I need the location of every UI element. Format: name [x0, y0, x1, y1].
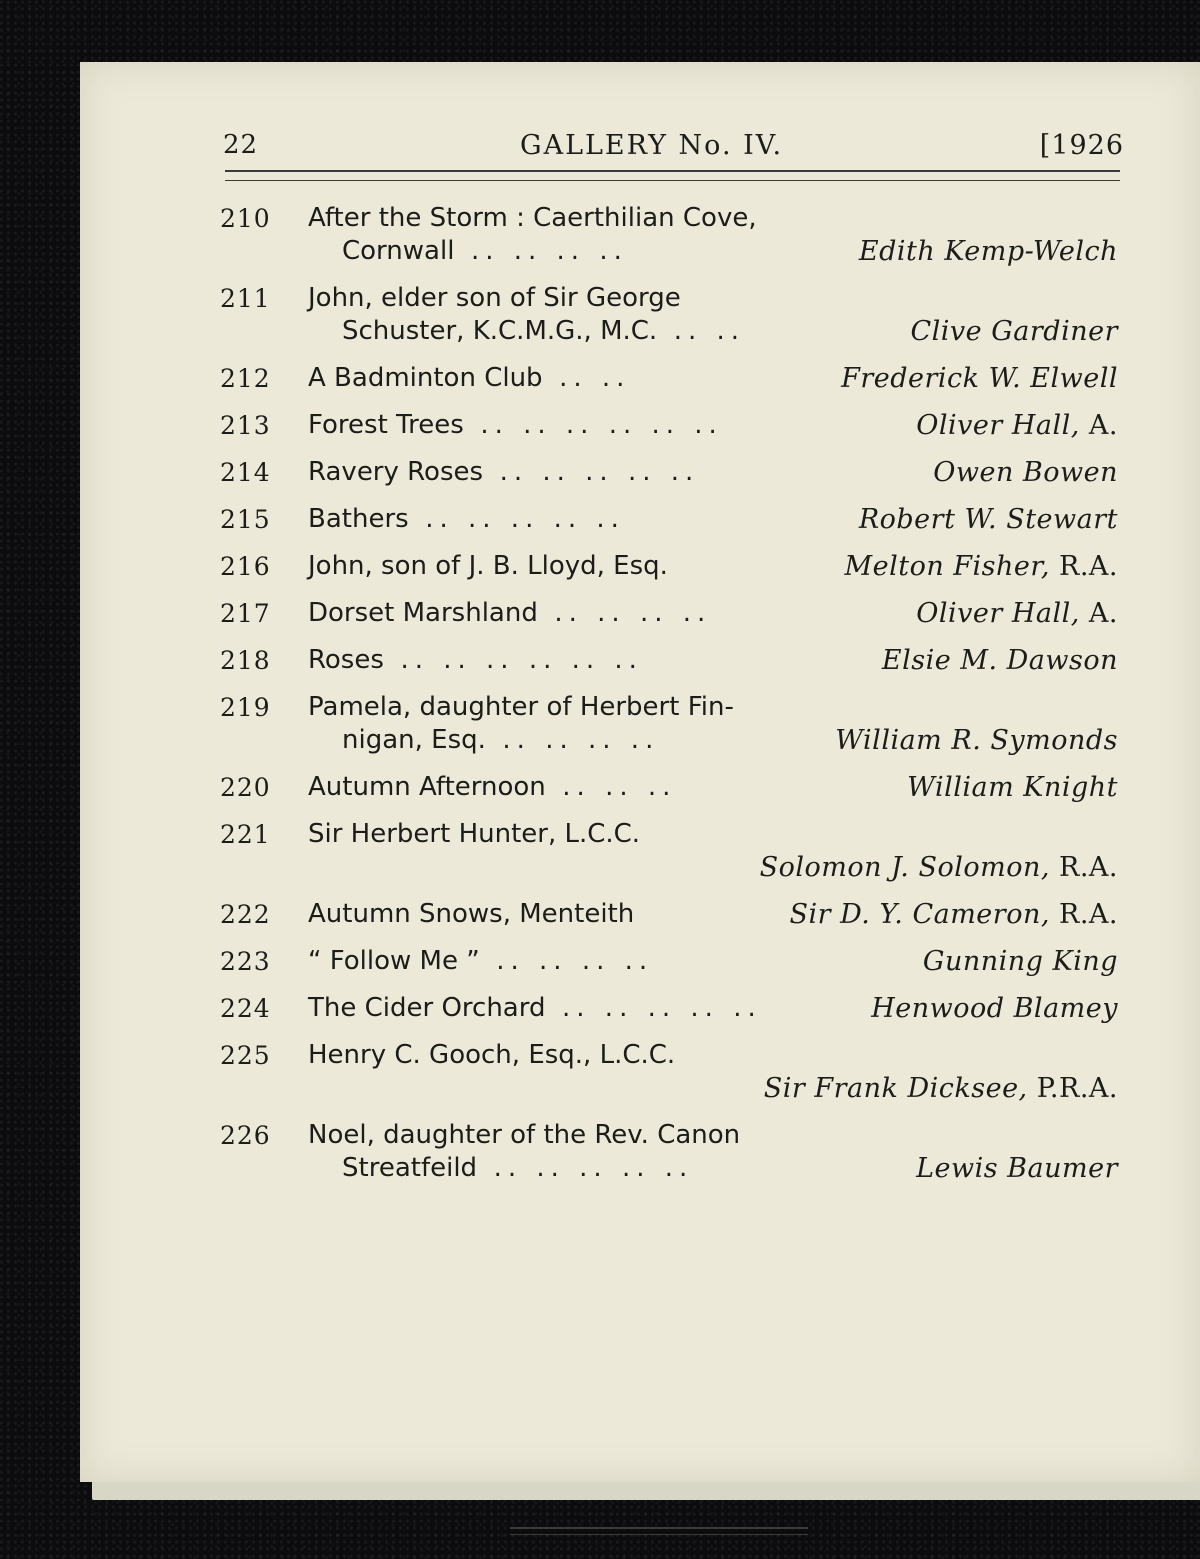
entry-line [80, 550, 1200, 583]
entry-number: 217 [220, 599, 271, 628]
artist-name [882, 644, 1118, 677]
artist-name-text: Gunning King [922, 946, 1118, 977]
artist-name [923, 945, 1118, 978]
entry-title [308, 456, 699, 489]
entry-line [80, 724, 1200, 757]
artist-name-text: Oliver Hall, [916, 598, 1080, 629]
entry-number: 213 [220, 411, 271, 440]
artist-honour: R.A. [1049, 852, 1118, 883]
entry-title-text: Ravery Roses [308, 457, 484, 487]
entry-line [80, 456, 1200, 489]
entry-list [80, 202, 1200, 1199]
entry-line [80, 282, 1200, 315]
entry-number: 215 [220, 505, 271, 534]
entry-spacer [80, 884, 1200, 898]
dot-leader: .. .. [559, 363, 631, 393]
entry-title [308, 691, 734, 724]
artist-name-text: Sir Frank Dicksee, [763, 1073, 1028, 1104]
entry-line [80, 851, 1200, 884]
entry-number: 225 [220, 1041, 271, 1070]
catalogue-entry [80, 644, 1200, 677]
entry-spacer [80, 630, 1200, 644]
artist-name [916, 1152, 1118, 1185]
entry-number: 214 [220, 458, 271, 487]
entry-title-text: Noel, daughter of the Rev. Canon [308, 1120, 741, 1150]
entry-title-text: Sir Herbert Hunter, L.C.C. [308, 819, 641, 849]
entry-title-text: After the Storm : Caerthilian Cove, [308, 203, 757, 233]
artist-name [835, 724, 1118, 757]
artist-name-text: Elsie M. Dawson [881, 645, 1118, 676]
entry-line [80, 1152, 1200, 1185]
artist-name [764, 1072, 1118, 1105]
entry-title [308, 503, 625, 536]
artist-name-text: Edith Kemp-Welch [858, 236, 1118, 267]
entry-number: 222 [220, 900, 271, 929]
artist-name-text: Lewis Baumer [916, 1153, 1118, 1184]
artist-name [933, 456, 1118, 489]
entry-line [80, 644, 1200, 677]
dot-leader: .. .. .. .. .. [562, 993, 762, 1023]
catalogue-entry [80, 818, 1200, 884]
entry-spacer [80, 268, 1200, 282]
artist-name [871, 992, 1118, 1025]
artist-name [760, 851, 1118, 884]
artist-honour: A. [1079, 598, 1118, 629]
entry-title-text: Pamela, daughter of Herbert Fin- [308, 692, 734, 722]
entry-spacer [80, 489, 1200, 503]
artist-honour: P.R.A. [1027, 1073, 1118, 1104]
entry-title-text: Schuster, K.C.M.G., M.C. [342, 316, 658, 346]
entry-title-text: John, son of J. B. Lloyd, Esq. [308, 551, 668, 581]
artist-name [844, 550, 1118, 583]
artist-honour: A. [1079, 410, 1118, 441]
artist-honour: R.A. [1049, 899, 1118, 930]
entry-title-text: Bathers [308, 504, 409, 534]
entry-title-text: Roses [308, 645, 384, 675]
dot-leader: .. .. .. .. .. [499, 457, 700, 487]
entry-spacer [80, 677, 1200, 691]
artist-honour: R.A. [1049, 551, 1118, 582]
entry-spacer [80, 1105, 1200, 1119]
entry-title [308, 409, 723, 442]
artist-name-text: Frederick W. Elwell [841, 363, 1118, 394]
entry-spacer [80, 442, 1200, 456]
artist-name-text: Clive Gardiner [910, 316, 1118, 347]
artist-name-text: Solomon J. Solomon, [759, 852, 1050, 883]
artist-name-text: Henwood Blamey [871, 993, 1118, 1024]
artist-name-text: Robert W. Stewart [858, 504, 1118, 535]
catalogue-entry [80, 282, 1200, 348]
entry-title [308, 362, 630, 395]
header-rule [225, 170, 1120, 181]
entry-title [308, 550, 668, 583]
entry-line [80, 771, 1200, 804]
entry-spacer [80, 536, 1200, 550]
artist-name-text: William Knight [907, 772, 1118, 803]
entry-title [342, 724, 659, 757]
catalogue-entry [80, 992, 1200, 1025]
entry-line [80, 1119, 1200, 1152]
dot-leader: .. .. .. .. [554, 598, 712, 628]
entry-line [80, 1039, 1200, 1072]
artist-name [916, 409, 1118, 442]
year-label: [1926 [1039, 130, 1124, 161]
entry-number: 216 [220, 552, 271, 581]
entry-number: 211 [220, 284, 271, 313]
entry-line [80, 691, 1200, 724]
entry-number: 221 [220, 820, 271, 849]
artist-name [859, 235, 1118, 268]
entry-line [80, 1072, 1200, 1105]
artist-name-text: Sir D. Y. Cameron, [789, 899, 1050, 930]
entry-spacer [80, 1025, 1200, 1039]
entry-title-text: Autumn Snows, Menteith [308, 899, 635, 929]
catalogue-entry [80, 550, 1200, 583]
catalogue-entry [80, 771, 1200, 804]
entry-title-text: Autumn Afternoon [308, 772, 546, 802]
entry-title-text: Dorset Marshland [308, 598, 538, 628]
catalogue-entry [80, 691, 1200, 757]
artist-name [916, 597, 1118, 630]
entry-line [80, 992, 1200, 1025]
entry-title-text: The Cider Orchard [308, 993, 546, 1023]
entry-title [308, 1039, 675, 1072]
catalogue-entry [80, 597, 1200, 630]
entry-number: 220 [220, 773, 271, 802]
entry-line [80, 597, 1200, 630]
entry-title-text: nigan, Esq. [342, 725, 486, 755]
artist-name-text: Melton Fisher, [844, 551, 1050, 582]
entry-title [342, 1152, 693, 1185]
artist-name [859, 503, 1118, 536]
entry-line [80, 818, 1200, 851]
entry-line [80, 362, 1200, 395]
entry-title-text: Cornwall [342, 236, 455, 266]
artist-name [789, 898, 1118, 931]
catalogue-entry [80, 945, 1200, 978]
entry-title-text: Forest Trees [308, 410, 464, 440]
entry-line [80, 202, 1200, 235]
entry-title [308, 771, 676, 804]
dot-leader: .. .. .. .. [470, 236, 628, 266]
catalogue-entry [80, 898, 1200, 931]
entry-line [80, 315, 1200, 348]
entry-title [308, 945, 653, 978]
entry-line [80, 503, 1200, 536]
dot-leader: .. .. .. [562, 772, 677, 802]
entry-title [308, 644, 643, 677]
entry-spacer [80, 978, 1200, 992]
entry-number: 226 [220, 1121, 271, 1150]
entry-spacer [80, 757, 1200, 771]
entry-line [80, 235, 1200, 268]
entry-number: 218 [220, 646, 271, 675]
running-header [80, 130, 1200, 170]
entry-number: 219 [220, 693, 271, 722]
dot-leader: .. .. .. .. .. .. [400, 645, 643, 675]
entry-title [308, 898, 634, 931]
entry-spacer [80, 348, 1200, 362]
entry-title [342, 235, 628, 268]
entry-title [342, 315, 745, 348]
entry-spacer [80, 804, 1200, 818]
entry-line [80, 945, 1200, 978]
gallery-title: GALLERY No. IV. [520, 130, 784, 161]
end-rule [510, 1527, 808, 1535]
dot-leader: .. .. .. .. .. [425, 504, 625, 534]
dot-leader: .. .. .. .. .. .. [480, 410, 723, 440]
entry-spacer [80, 1185, 1200, 1199]
dot-leader: .. .. .. .. [502, 725, 660, 755]
artist-name [841, 362, 1118, 395]
entry-title [308, 282, 681, 315]
entry-line [80, 898, 1200, 931]
artist-name-text: William R. Symonds [835, 725, 1118, 756]
entry-title [308, 992, 762, 1025]
catalogue-entry [80, 503, 1200, 536]
artist-name-text: Oliver Hall, [916, 410, 1080, 441]
artist-name-text: Owen Bowen [933, 457, 1118, 488]
entry-title-text: Henry C. Gooch, Esq., L.C.C. [308, 1040, 676, 1070]
entry-title [308, 202, 757, 235]
catalogue-entry [80, 409, 1200, 442]
entry-title-text: Streatfeild [342, 1153, 478, 1183]
entry-spacer [80, 395, 1200, 409]
entry-title [308, 1119, 740, 1152]
entry-line [80, 409, 1200, 442]
dot-leader: .. .. .. .. .. [493, 1153, 694, 1183]
entry-title [308, 818, 640, 851]
dot-leader: .. .. .. .. [496, 946, 654, 976]
entry-number: 224 [220, 994, 271, 1023]
artist-name [910, 315, 1118, 348]
entry-title-text: “ Follow Me ” [308, 946, 480, 976]
artist-name [907, 771, 1118, 804]
catalogue-entry [80, 1039, 1200, 1105]
entry-spacer [80, 583, 1200, 597]
catalogue-page [80, 62, 1200, 1482]
entry-title-text: A Badminton Club [308, 363, 543, 393]
catalogue-entry [80, 202, 1200, 268]
dot-leader: .. .. [673, 316, 746, 346]
catalogue-entry [80, 1119, 1200, 1185]
catalogue-entry [80, 456, 1200, 489]
entry-number: 223 [220, 947, 271, 976]
catalogue-entry [80, 362, 1200, 395]
entry-number: 210 [220, 204, 271, 233]
page-number: 22 [223, 130, 259, 160]
entry-number: 212 [220, 364, 271, 393]
entry-title-text: John, elder son of Sir George [308, 283, 681, 313]
entry-title [308, 597, 711, 630]
entry-spacer [80, 931, 1200, 945]
